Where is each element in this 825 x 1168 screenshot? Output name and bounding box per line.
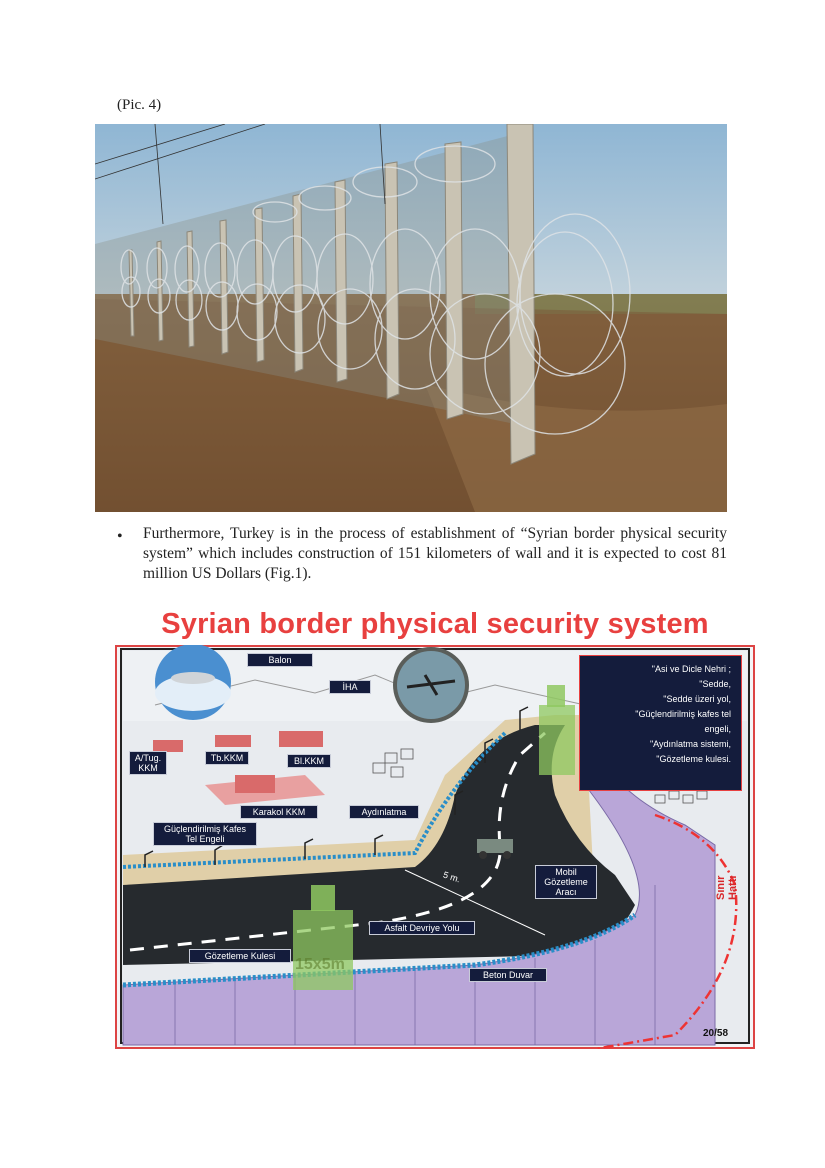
label-mobil-gozetleme: Mobil Gözetleme Aracı (535, 865, 597, 899)
info-line: "Aydınlatma sistemi, (649, 739, 731, 749)
security-system-diagram (115, 645, 755, 1049)
border-fence-illustration (95, 124, 727, 512)
label-gozetleme-kulesi: Gözetleme Kulesi (189, 949, 291, 963)
label-sinir-hatti: Sınır Hattı (715, 875, 739, 900)
figure-title: Syrian border physical security system (161, 608, 709, 640)
label-atug-kkm: A/Tug. KKM (129, 751, 167, 775)
slide-page-number: 20/58 (703, 1028, 729, 1039)
label-beton-duvar: Beton Duvar (469, 968, 547, 982)
label-karakol-kkm: Karakol KKM (240, 805, 318, 819)
label-kafes-tel-engeli: Güçlendirilmiş Kafes Tel Engeli (153, 822, 257, 846)
bullet-paragraph: Furthermore, Turkey is in the process of establishment of “Syrian border physical security system” which includes construction of 151 kilometers of wall and it is expected to cost 81 million US Dollars (Fig.1). (143, 525, 727, 582)
label-bl-kkm: Bl.KKM (287, 754, 331, 768)
info-line: engeli, (704, 724, 731, 734)
label-balon: Balon (247, 653, 313, 667)
label-tb-kkm: Tb.KKM (205, 751, 249, 765)
info-line: "Asi ve Dicle Nehri ; (651, 664, 731, 674)
label-tower-size: 15x5m (295, 956, 345, 973)
label-asfalt-devriye-yolu: Asfalt Devriye Yolu (369, 921, 475, 935)
info-line: "Güçlendirilmiş kafes tel (635, 709, 731, 719)
bullet-marker: • (117, 528, 123, 545)
info-line: "Sedde üzeri yol, (663, 694, 731, 704)
label-iha: İHA (329, 680, 371, 694)
info-line: "Sedde, (699, 679, 731, 689)
border-fence-photo (95, 124, 727, 512)
label-aydinlatma: Aydınlatma (349, 805, 419, 819)
info-box (579, 655, 742, 791)
label-distance: 5 m. (441, 869, 462, 885)
picture-caption: (Pic. 4) (117, 97, 162, 113)
info-line: "Gözetleme kulesi. (656, 754, 731, 764)
